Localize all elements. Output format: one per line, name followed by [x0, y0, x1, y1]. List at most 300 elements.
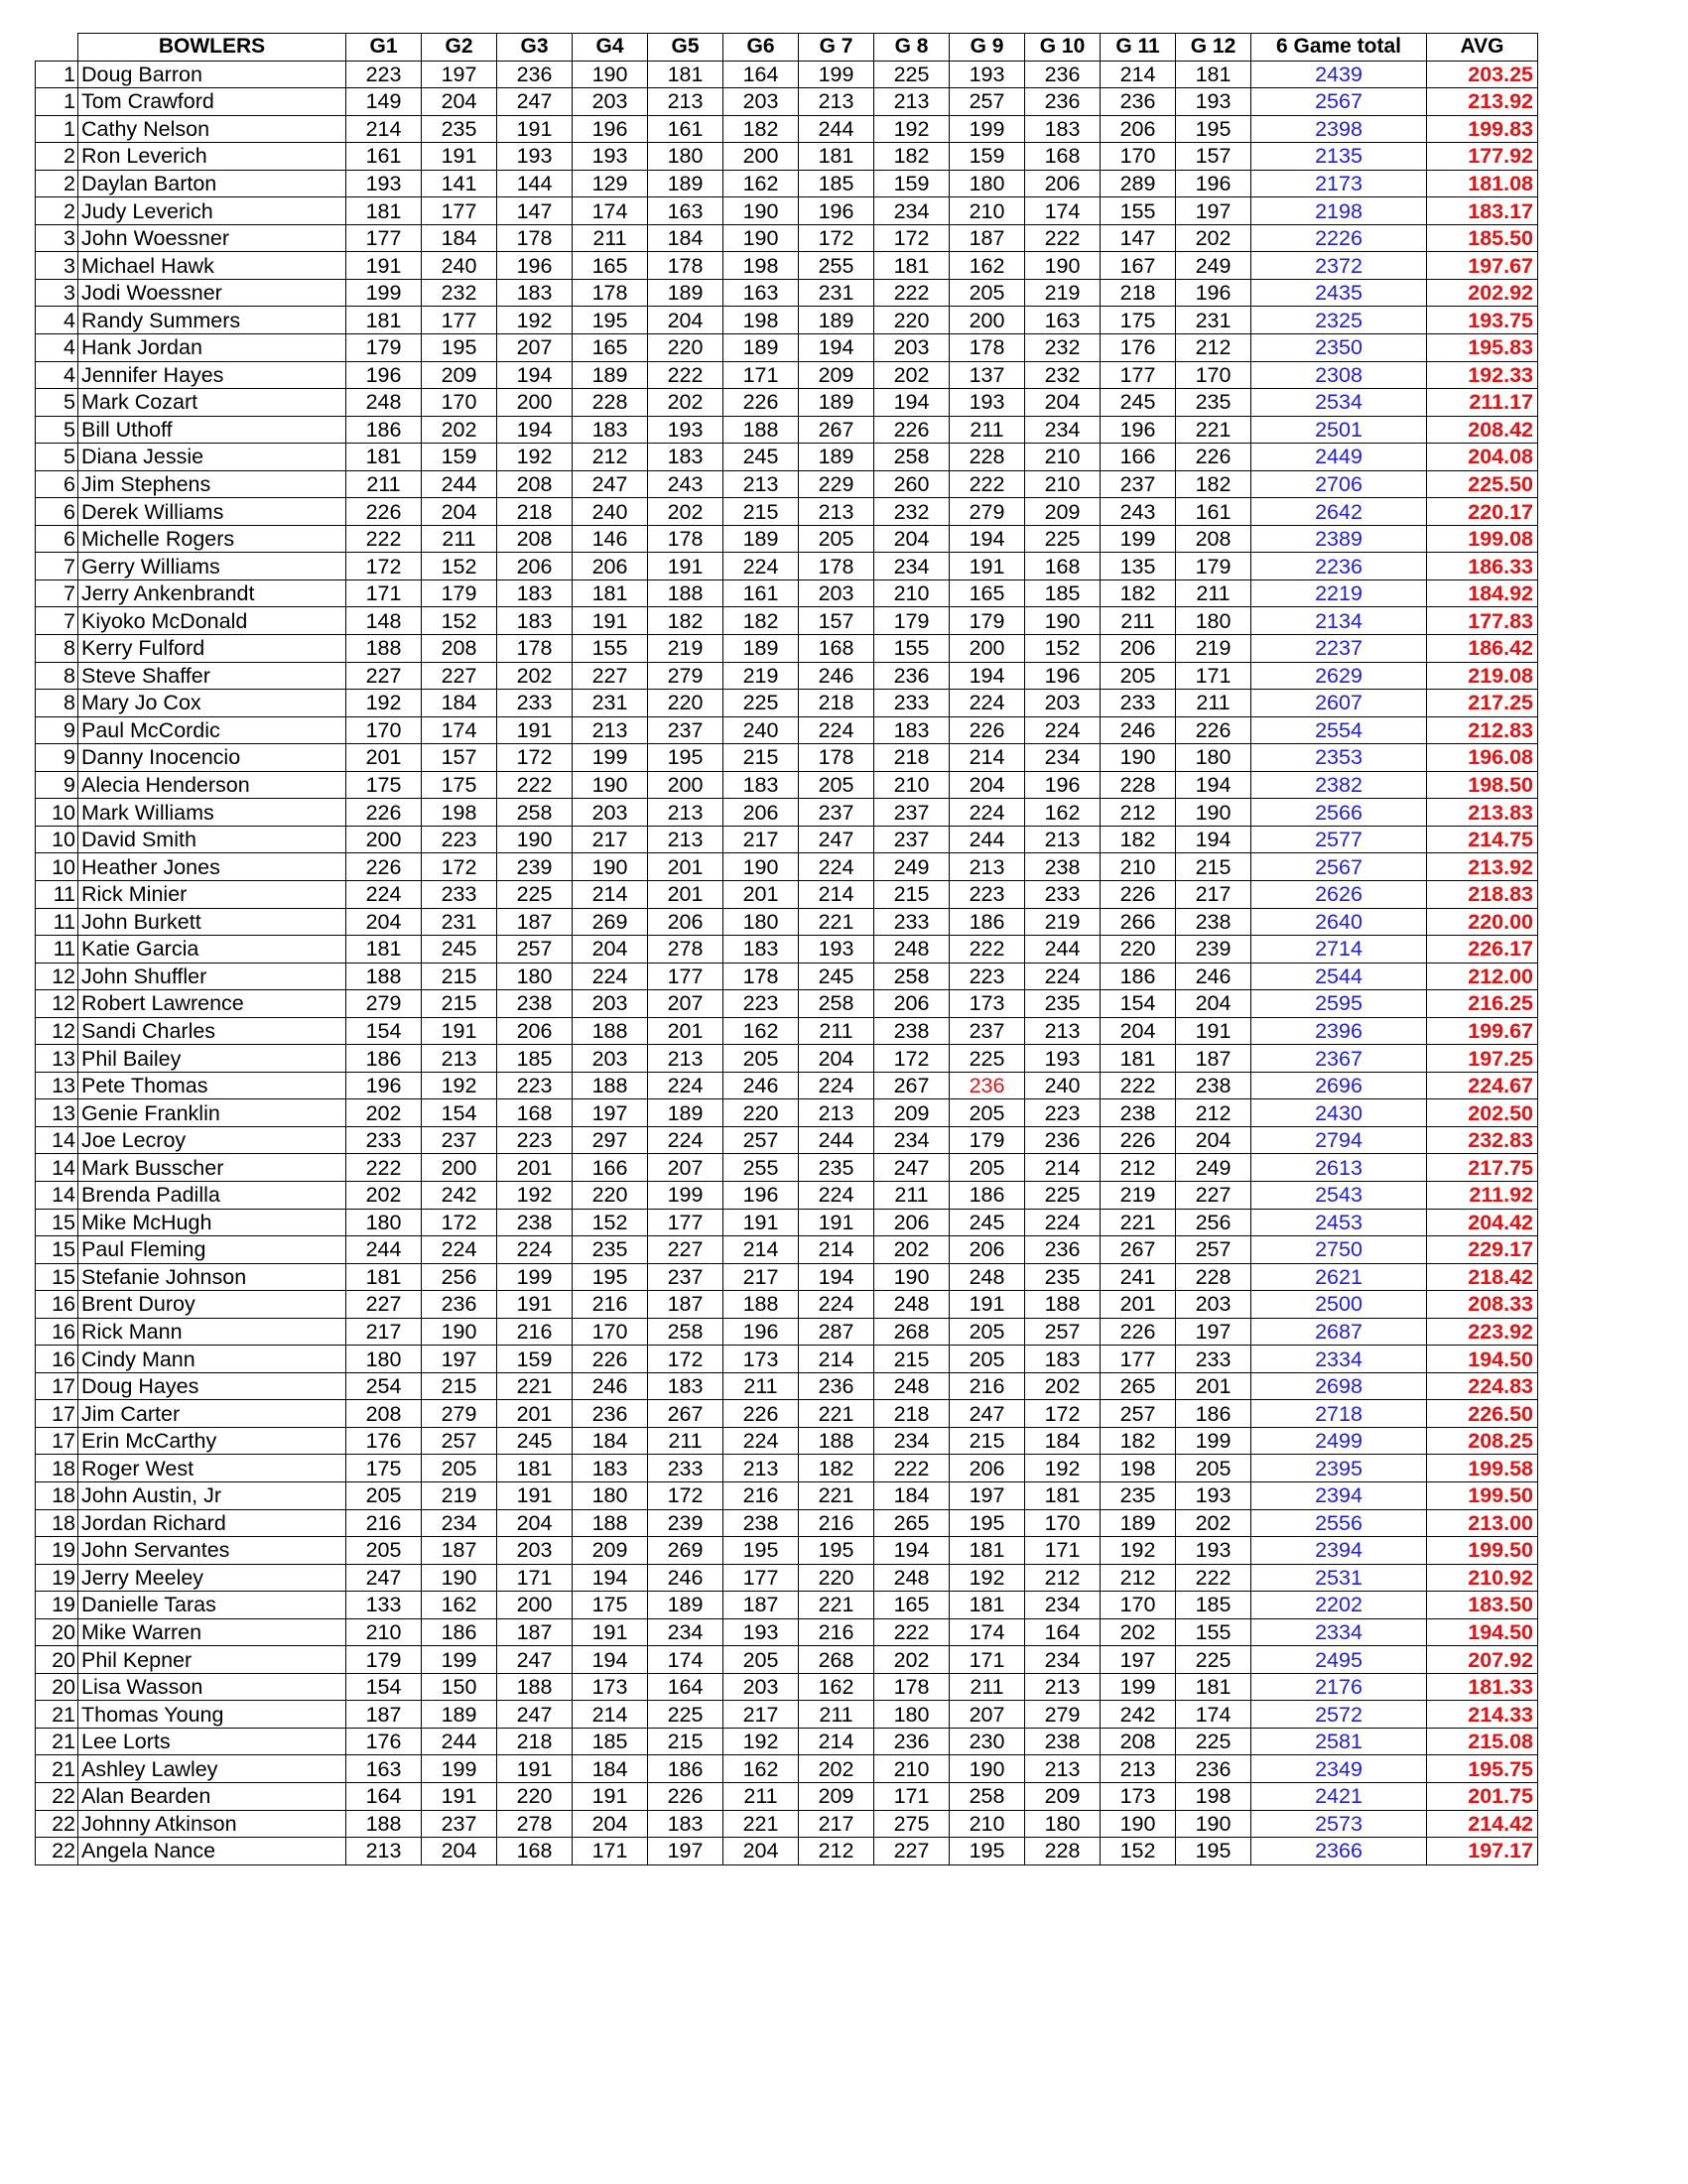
game-score-cell: 181	[346, 197, 422, 225]
game-score-cell: 297	[573, 1126, 648, 1154]
table-row	[36, 853, 1538, 881]
game-score-cell: 207	[497, 334, 573, 362]
game-score-cell: 183	[1025, 1346, 1101, 1373]
game-score-cell: 205	[346, 1481, 422, 1509]
game-score-cell: 210	[874, 771, 950, 799]
bowler-name-cell: Hank Jordan	[78, 334, 346, 362]
rank-cell: 15	[36, 1209, 78, 1236]
game-score-cell: 178	[497, 635, 573, 663]
game-score-cell: 183	[648, 444, 723, 471]
game-score-cell: 189	[723, 525, 799, 553]
game-score-cell: 180	[346, 1346, 422, 1373]
game-score-cell: 190	[1176, 799, 1251, 827]
game-score-cell: 190	[1176, 1810, 1251, 1838]
avg-cell: 203.25	[1427, 61, 1538, 88]
table-row	[36, 252, 1538, 280]
game-score-cell: 237	[648, 1263, 723, 1291]
game-score-cell: 221	[799, 908, 874, 936]
game-score-cell: 192	[346, 690, 422, 717]
bowler-name-cell: John Shuffler	[78, 963, 346, 990]
avg-cell: 201.75	[1427, 1783, 1538, 1811]
game-score-cell: 226	[1176, 444, 1251, 471]
game-score-cell: 225	[648, 1701, 723, 1729]
game-score-cell: 184	[874, 1481, 950, 1509]
game-score-cell: 155	[874, 635, 950, 663]
game-score-cell: 170	[1101, 143, 1176, 171]
game-score-cell: 183	[497, 579, 573, 607]
game-score-cell: 170	[346, 716, 422, 744]
avg-cell: 226.50	[1427, 1400, 1538, 1428]
table-row	[36, 1099, 1538, 1127]
total-cell: 2572	[1251, 1701, 1427, 1729]
game-score-cell: 204	[874, 525, 950, 553]
rank-cell: 13	[36, 1045, 78, 1073]
table-row	[36, 635, 1538, 663]
game-score-cell: 199	[497, 1263, 573, 1291]
game-score-cell: 198	[1101, 1455, 1176, 1482]
avg-cell: 213.83	[1427, 799, 1538, 827]
game-score-cell: 224	[799, 716, 874, 744]
game-score-cell: 206	[874, 990, 950, 1018]
game-score-cell: 248	[874, 1372, 950, 1400]
game-score-cell: 201	[1176, 1372, 1251, 1400]
game-score-cell: 178	[497, 224, 573, 252]
game-score-cell: 268	[799, 1646, 874, 1674]
total-cell: 2349	[1251, 1755, 1427, 1783]
game-score-cell: 191	[573, 607, 648, 635]
game-score-cell: 209	[1025, 1783, 1101, 1811]
game-score-cell: 150	[422, 1673, 497, 1701]
table-row	[36, 1427, 1538, 1455]
game-score-cell: 242	[422, 1181, 497, 1209]
game-score-cell: 209	[422, 361, 497, 389]
game-score-cell: 195	[573, 1263, 648, 1291]
game-score-cell: 215	[874, 880, 950, 908]
game-score-cell: 211	[648, 1427, 723, 1455]
game-score-cell: 225	[1176, 1646, 1251, 1674]
table-row	[36, 1701, 1538, 1729]
total-cell: 2698	[1251, 1372, 1427, 1400]
game-score-cell: 193	[497, 143, 573, 171]
rank-cell: 5	[36, 444, 78, 471]
game-score-cell: 228	[1101, 771, 1176, 799]
game-score-cell: 287	[799, 1318, 874, 1346]
rank-cell: 17	[36, 1427, 78, 1455]
game-score-cell: 183	[1025, 115, 1101, 143]
table-row	[36, 1646, 1538, 1674]
game-score-cell: 200	[497, 389, 573, 417]
game-score-cell: 154	[422, 1099, 497, 1127]
game-header: G4	[573, 34, 648, 62]
game-score-cell: 237	[648, 716, 723, 744]
game-score-cell: 246	[1176, 963, 1251, 990]
game-score-cell: 191	[422, 1017, 497, 1045]
rank-cell: 20	[36, 1673, 78, 1701]
game-score-cell: 155	[1176, 1618, 1251, 1646]
game-score-cell: 257	[723, 1126, 799, 1154]
game-score-cell: 165	[950, 579, 1025, 607]
game-score-cell: 178	[950, 334, 1025, 362]
game-score-cell: 196	[573, 115, 648, 143]
game-score-cell: 215	[422, 963, 497, 990]
game-score-cell: 170	[1025, 1509, 1101, 1537]
rank-cell: 11	[36, 908, 78, 936]
game-score-cell: 206	[874, 1209, 950, 1236]
game-score-cell: 152	[422, 607, 497, 635]
game-score-cell: 214	[799, 1728, 874, 1755]
game-score-cell: 181	[648, 61, 723, 88]
game-score-cell: 209	[799, 1783, 874, 1811]
game-score-cell: 217	[573, 826, 648, 853]
table-row	[36, 416, 1538, 444]
game-score-cell: 199	[346, 279, 422, 307]
bowler-name-cell: Jerry Meeley	[78, 1564, 346, 1592]
total-cell: 2435	[1251, 279, 1427, 307]
game-score-cell: 178	[799, 744, 874, 772]
game-score-cell: 212	[799, 1838, 874, 1865]
game-score-cell: 182	[1176, 470, 1251, 498]
game-score-cell: 219	[1025, 279, 1101, 307]
game-score-cell: 186	[648, 1755, 723, 1783]
game-score-cell: 180	[346, 1209, 422, 1236]
game-score-cell: 194	[874, 1537, 950, 1565]
game-score-cell: 211	[723, 1783, 799, 1811]
total-cell: 2544	[1251, 963, 1427, 990]
game-score-cell: 221	[1176, 416, 1251, 444]
bowling-scores-table	[35, 33, 1538, 1865]
game-score-cell: 248	[346, 389, 422, 417]
game-score-cell: 194	[497, 361, 573, 389]
bowlers-header: BOWLERS	[78, 34, 346, 62]
game-score-cell: 216	[346, 1509, 422, 1537]
table-row	[36, 279, 1538, 307]
bowler-name-cell: Thomas Young	[78, 1701, 346, 1729]
rank-cell: 20	[36, 1646, 78, 1674]
game-score-cell: 179	[950, 1126, 1025, 1154]
game-header: G 7	[799, 34, 874, 62]
game-score-cell: 244	[422, 470, 497, 498]
bowler-name-cell: Katie Garcia	[78, 936, 346, 964]
game-score-cell: 222	[874, 1455, 950, 1482]
total-cell: 2394	[1251, 1481, 1427, 1509]
game-score-cell: 168	[497, 1838, 573, 1865]
game-header: G 9	[950, 34, 1025, 62]
rank-cell: 12	[36, 990, 78, 1018]
game-score-cell: 216	[950, 1372, 1025, 1400]
game-score-cell: 200	[950, 307, 1025, 334]
game-score-cell: 155	[1101, 197, 1176, 225]
game-score-cell: 212	[1176, 1099, 1251, 1127]
game-score-cell: 195	[1176, 115, 1251, 143]
game-score-cell: 157	[1176, 143, 1251, 171]
game-score-cell: 205	[950, 1318, 1025, 1346]
bowler-name-cell: Cathy Nelson	[78, 115, 346, 143]
game-score-cell: 222	[497, 771, 573, 799]
avg-cell: 214.33	[1427, 1701, 1538, 1729]
game-score-cell: 265	[874, 1509, 950, 1537]
table-row	[36, 908, 1538, 936]
total-cell: 2202	[1251, 1592, 1427, 1619]
game-score-cell: 173	[1101, 1783, 1176, 1811]
rank-cell: 13	[36, 1099, 78, 1127]
rank-cell: 18	[36, 1455, 78, 1482]
game-score-cell: 202	[874, 1646, 950, 1674]
table-row	[36, 1618, 1538, 1646]
game-score-cell: 157	[422, 744, 497, 772]
game-score-cell: 192	[1101, 1537, 1176, 1565]
game-score-cell: 219	[723, 662, 799, 690]
game-score-cell: 226	[573, 1346, 648, 1373]
game-score-cell: 176	[346, 1728, 422, 1755]
game-score-cell: 195	[422, 334, 497, 362]
bowler-name-cell: John Austin, Jr	[78, 1481, 346, 1509]
game-score-cell: 189	[799, 307, 874, 334]
game-score-cell: 198	[723, 252, 799, 280]
game-header: G5	[648, 34, 723, 62]
game-score-cell: 181	[950, 1592, 1025, 1619]
game-header: G 8	[874, 34, 950, 62]
game-score-cell: 190	[723, 197, 799, 225]
avg-cell: 202.50	[1427, 1099, 1538, 1127]
game-score-cell: 172	[648, 1346, 723, 1373]
game-score-cell: 265	[1101, 1372, 1176, 1400]
game-score-cell: 222	[346, 1154, 422, 1182]
game-score-cell: 177	[1101, 1346, 1176, 1373]
game-score-cell: 200	[422, 1154, 497, 1182]
game-score-cell: 226	[648, 1783, 723, 1811]
game-score-cell: 210	[1101, 853, 1176, 881]
game-score-cell: 201	[497, 1154, 573, 1182]
game-score-cell: 201	[648, 880, 723, 908]
game-score-cell: 152	[422, 553, 497, 580]
game-score-cell: 221	[799, 1592, 874, 1619]
game-score-cell: 220	[648, 690, 723, 717]
table-row	[36, 525, 1538, 553]
avg-cell: 177.83	[1427, 607, 1538, 635]
game-score-cell: 164	[1025, 1618, 1101, 1646]
game-score-cell: 232	[874, 498, 950, 526]
avg-cell: 216.25	[1427, 990, 1538, 1018]
game-score-cell: 189	[723, 635, 799, 663]
game-score-cell: 162	[723, 1017, 799, 1045]
game-score-cell: 161	[346, 143, 422, 171]
game-score-cell: 206	[497, 1017, 573, 1045]
game-score-cell: 237	[799, 799, 874, 827]
game-score-cell: 236	[874, 662, 950, 690]
game-score-cell: 213	[723, 470, 799, 498]
total-cell: 2389	[1251, 525, 1427, 553]
game-score-cell: 163	[723, 279, 799, 307]
game-score-cell: 187	[346, 1701, 422, 1729]
game-score-cell: 184	[422, 690, 497, 717]
rank-cell: 9	[36, 744, 78, 772]
game-score-cell: 192	[497, 444, 573, 471]
game-score-cell: 233	[1176, 1346, 1251, 1373]
bowler-name-cell: Randy Summers	[78, 307, 346, 334]
game-score-cell: 188	[1025, 1291, 1101, 1319]
game-score-cell: 258	[874, 444, 950, 471]
game-score-cell: 171	[950, 1646, 1025, 1674]
game-score-cell: 224	[950, 799, 1025, 827]
bowler-name-cell: Jodi Woessner	[78, 279, 346, 307]
rank-cell: 4	[36, 334, 78, 362]
game-score-cell: 188	[723, 416, 799, 444]
table-row	[36, 361, 1538, 389]
game-score-cell: 224	[648, 1126, 723, 1154]
game-header: G3	[497, 34, 573, 62]
total-cell: 2554	[1251, 716, 1427, 744]
avg-cell: 225.50	[1427, 470, 1538, 498]
game-score-cell: 214	[1101, 61, 1176, 88]
game-score-cell: 174	[950, 1618, 1025, 1646]
game-score-cell: 206	[648, 908, 723, 936]
game-score-cell: 196	[1025, 662, 1101, 690]
bowler-name-cell: Judy Leverich	[78, 197, 346, 225]
game-score-cell: 192	[723, 1728, 799, 1755]
game-score-cell: 214	[573, 1701, 648, 1729]
game-score-cell: 226	[950, 716, 1025, 744]
game-score-cell: 221	[1101, 1209, 1176, 1236]
game-score-cell: 193	[573, 143, 648, 171]
game-score-cell: 147	[497, 197, 573, 225]
game-score-cell: 239	[497, 853, 573, 881]
game-score-cell: 233	[346, 1126, 422, 1154]
bowler-name-cell: John Burkett	[78, 908, 346, 936]
game-score-cell: 190	[1101, 1810, 1176, 1838]
bowler-name-cell: Paul Fleming	[78, 1236, 346, 1264]
game-score-cell: 183	[874, 716, 950, 744]
game-score-cell: 185	[1176, 1592, 1251, 1619]
game-score-cell: 183	[648, 1810, 723, 1838]
total-cell: 2567	[1251, 853, 1427, 881]
game-score-cell: 202	[497, 662, 573, 690]
rank-cell: 8	[36, 635, 78, 663]
game-score-cell: 174	[648, 1646, 723, 1674]
avg-cell: 193.75	[1427, 307, 1538, 334]
game-score-cell: 129	[573, 170, 648, 197]
bowler-name-cell: Rick Minier	[78, 880, 346, 908]
avg-cell: 197.25	[1427, 1045, 1538, 1073]
game-score-cell: 180	[648, 143, 723, 171]
game-score-cell: 212	[1101, 1154, 1176, 1182]
header-row	[36, 34, 1538, 62]
game-score-cell: 171	[497, 1564, 573, 1592]
avg-cell: 195.75	[1427, 1755, 1538, 1783]
game-score-cell: 233	[1101, 690, 1176, 717]
game-score-cell: 162	[723, 1755, 799, 1783]
game-score-cell: 168	[1025, 143, 1101, 171]
game-score-cell: 190	[573, 853, 648, 881]
game-score-cell: 237	[874, 826, 950, 853]
game-score-cell: 256	[422, 1263, 497, 1291]
game-score-cell: 231	[1176, 307, 1251, 334]
game-score-cell: 193	[723, 1618, 799, 1646]
total-cell: 2567	[1251, 88, 1427, 116]
game-score-cell: 177	[648, 963, 723, 990]
table-body	[36, 61, 1538, 1864]
game-score-cell: 196	[497, 252, 573, 280]
bowler-name-cell: Phil Bailey	[78, 1045, 346, 1073]
game-score-cell: 237	[422, 1126, 497, 1154]
game-score-cell: 205	[950, 279, 1025, 307]
game-score-cell: 191	[346, 252, 422, 280]
game-score-cell: 179	[874, 607, 950, 635]
game-header: G 10	[1025, 34, 1101, 62]
game-score-cell: 209	[799, 361, 874, 389]
game-score-cell: 170	[1176, 361, 1251, 389]
game-score-cell: 203	[1025, 690, 1101, 717]
game-score-cell: 184	[1025, 1427, 1101, 1455]
game-score-cell: 188	[648, 579, 723, 607]
total-cell: 2449	[1251, 444, 1427, 471]
game-score-cell: 226	[723, 389, 799, 417]
game-score-cell: 257	[1101, 1400, 1176, 1428]
game-score-cell: 176	[1101, 334, 1176, 362]
game-score-cell: 135	[1101, 553, 1176, 580]
game-score-cell: 213	[874, 88, 950, 116]
table-row	[36, 799, 1538, 827]
total-cell: 2706	[1251, 470, 1427, 498]
game-score-cell: 222	[1176, 1564, 1251, 1592]
game-score-cell: 196	[346, 1072, 422, 1099]
rank-cell: 2	[36, 170, 78, 197]
game-score-cell: 213	[950, 853, 1025, 881]
game-score-cell: 172	[422, 853, 497, 881]
table-row	[36, 1509, 1538, 1537]
game-score-cell: 206	[573, 553, 648, 580]
total-cell: 2607	[1251, 690, 1427, 717]
game-score-cell: 159	[874, 170, 950, 197]
game-score-cell: 206	[950, 1455, 1025, 1482]
bowler-name-cell: Jennifer Hayes	[78, 361, 346, 389]
game-score-cell: 218	[874, 1400, 950, 1428]
game-score-cell: 246	[573, 1372, 648, 1400]
rank-cell: 17	[36, 1372, 78, 1400]
game-score-cell: 213	[799, 1099, 874, 1127]
game-score-cell: 214	[1025, 1154, 1101, 1182]
game-score-cell: 228	[950, 444, 1025, 471]
total-cell: 2687	[1251, 1318, 1427, 1346]
game-score-cell: 235	[1025, 990, 1101, 1018]
game-score-cell: 234	[1025, 1592, 1101, 1619]
avg-cell: 212.00	[1427, 963, 1538, 990]
avg-cell: 219.08	[1427, 662, 1538, 690]
table-row	[36, 963, 1538, 990]
rank-cell: 2	[36, 143, 78, 171]
rank-cell: 21	[36, 1701, 78, 1729]
game-score-cell: 205	[723, 1646, 799, 1674]
table-row	[36, 1537, 1538, 1565]
game-score-cell: 238	[874, 1017, 950, 1045]
game-score-cell: 190	[573, 61, 648, 88]
game-score-cell: 194	[1176, 771, 1251, 799]
game-score-cell: 199	[422, 1755, 497, 1783]
game-score-cell: 193	[1176, 1537, 1251, 1565]
total-cell: 2501	[1251, 416, 1427, 444]
game-score-cell: 182	[648, 607, 723, 635]
game-score-cell: 245	[1101, 389, 1176, 417]
game-score-cell: 184	[648, 224, 723, 252]
game-score-cell: 213	[648, 1045, 723, 1073]
table-row	[36, 1755, 1538, 1783]
game-score-cell: 267	[874, 1072, 950, 1099]
game-score-cell: 202	[874, 361, 950, 389]
table-row	[36, 607, 1538, 635]
game-score-cell: 203	[497, 1537, 573, 1565]
game-score-cell: 267	[648, 1400, 723, 1428]
game-score-cell: 178	[723, 963, 799, 990]
game-score-cell: 163	[1025, 307, 1101, 334]
